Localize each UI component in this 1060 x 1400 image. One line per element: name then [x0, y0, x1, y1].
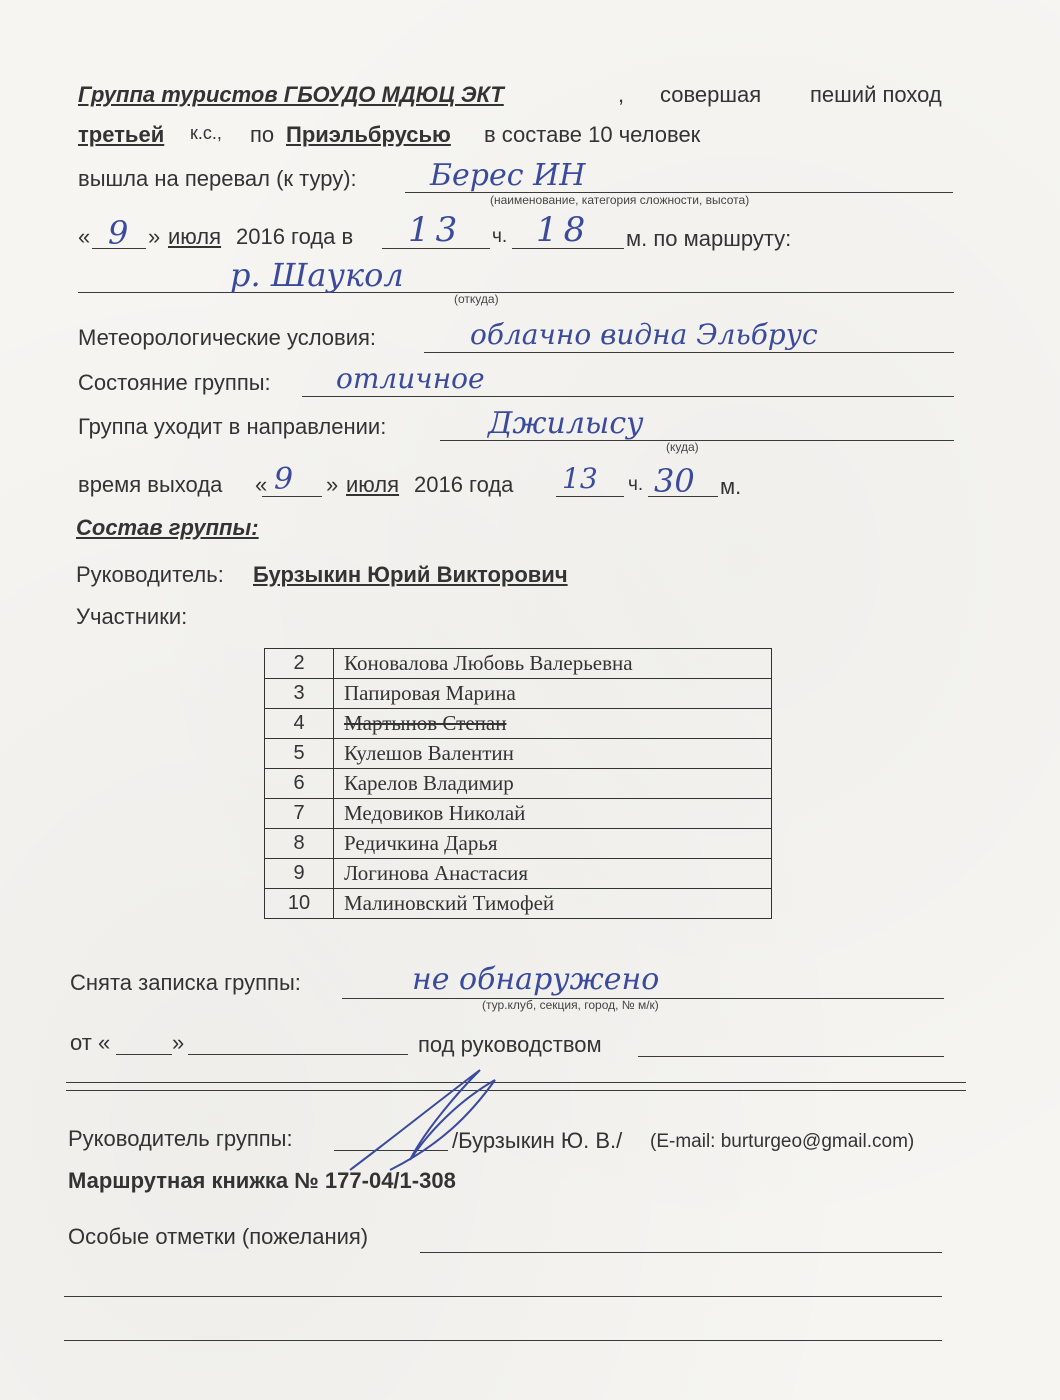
footer-leader-name: /Бурзыкин Ю. В./: [452, 1128, 623, 1153]
note-from-date-line: [188, 1054, 408, 1055]
member-name: Коновалова Любовь Валерьевна: [334, 649, 772, 679]
direction-label: Группа уходит в направлении:: [78, 414, 387, 439]
special-notes-label: Особые отметки (пожелания): [68, 1224, 369, 1249]
leader-name: Бурзыкин Юрий Викторович: [253, 562, 568, 587]
route-book-number: Маршрутная книжка № 177-04/1-308: [68, 1168, 456, 1193]
ks-text: к.с.,: [190, 123, 222, 143]
table-row: [265, 889, 772, 919]
special-notes-line-2: [64, 1296, 942, 1297]
weather-label: Метеорологические условия:: [78, 325, 377, 350]
composition-count: в составе 10 человек: [484, 122, 701, 147]
members-table: [264, 648, 772, 919]
note-from-close: »: [172, 1030, 185, 1055]
note-hint: (тур.клуб, секция, город, № м/к): [482, 998, 659, 1012]
guidance-line: [638, 1056, 944, 1057]
table-row: [265, 859, 772, 889]
hike-type: пеший поход: [810, 82, 942, 107]
member-name: Кулешов Валентин: [334, 739, 772, 769]
pass-label: вышла на перевал (к туру):: [78, 166, 357, 191]
note-label: Снята записка группы:: [70, 970, 301, 995]
pass-hint: (наименование, категория сложности, высота): [490, 193, 750, 207]
special-notes-line-1: [420, 1252, 942, 1253]
composition-title: Состав группы:: [76, 515, 259, 540]
region-name: Приэльбрусью: [286, 122, 451, 147]
member-number: 10: [265, 889, 334, 919]
table-row: [265, 649, 772, 679]
from-value: р. Шаукол: [230, 256, 404, 294]
departure-m: м.: [720, 474, 742, 499]
departure-h: ч.: [628, 474, 644, 495]
member-number: 8: [265, 829, 334, 859]
member-number: 5: [265, 739, 334, 769]
table-row: [265, 739, 772, 769]
group-comma: ,: [618, 82, 625, 107]
departure-hour-line: [556, 496, 624, 497]
member-name: Медовиков Николай: [334, 799, 772, 829]
direction-value: Джилысу: [488, 406, 644, 441]
arrival-month: июля: [168, 224, 222, 249]
arrival-h: ч.: [492, 226, 508, 247]
difficulty-category: третьей: [78, 122, 165, 147]
arrival-hour: 13: [408, 210, 464, 250]
arrival-minute: 18: [536, 210, 592, 250]
member-name: Логинова Анастасия: [334, 859, 772, 889]
table-row: [265, 799, 772, 829]
weather-value: облачно видна Эльбрус: [470, 318, 818, 351]
leader-label: Руководитель:: [76, 562, 224, 587]
table-row: [265, 769, 772, 799]
from-line: [78, 292, 954, 293]
state-value: отличное: [336, 362, 485, 395]
guidance-label: под руководством: [418, 1032, 602, 1057]
weather-line: [424, 352, 954, 353]
state-line: [302, 396, 954, 397]
arrival-open-quote: «: [78, 224, 91, 249]
member-number: 7: [265, 799, 334, 829]
po-text: по: [250, 122, 275, 147]
member-number: 2: [265, 649, 334, 679]
member-number: 3: [265, 679, 334, 709]
state-label: Состояние группы:: [78, 370, 271, 395]
member-name: Малиновский Тимофей: [334, 889, 772, 919]
doing-text: совершая: [660, 82, 762, 107]
member-name: Папировая Марина: [334, 679, 772, 709]
table-row: [265, 679, 772, 709]
departure-label: время выхода: [78, 472, 223, 497]
arrival-year: 2016 года в: [236, 224, 354, 249]
arrival-route-label: м. по маршруту:: [626, 226, 792, 251]
direction-hint: (куда): [666, 440, 699, 454]
signature-scribble: [330, 1060, 520, 1180]
table-row: [265, 829, 772, 859]
special-notes-line-3: [64, 1340, 942, 1341]
member-number: 9: [265, 859, 334, 889]
from-hint: (откуда): [454, 292, 499, 306]
footer-leader-label: Руководитель группы:: [68, 1126, 293, 1151]
departure-day: 9: [274, 462, 294, 497]
departure-open-quote: «: [255, 472, 268, 497]
footer-email: (E-mail: burturgeo@gmail.com): [650, 1131, 915, 1152]
member-name: Карелов Владимир: [334, 769, 772, 799]
table-row: [265, 709, 772, 739]
note-value: не обнаружено: [412, 962, 660, 997]
note-from-label: от «: [70, 1030, 111, 1055]
member-name: Мартынов Степан: [334, 709, 772, 739]
member-name: Редичкина Дарья: [334, 829, 772, 859]
arrival-day: 9: [108, 214, 129, 252]
departure-minute: 30: [654, 462, 695, 500]
arrival-close-quote: »: [148, 224, 161, 249]
departure-month: июля: [346, 472, 400, 497]
departure-hour: 13: [562, 462, 598, 495]
departure-year: 2016 года: [414, 472, 514, 497]
group-name: Группа туристов ГБОУДО МДЮЦ ЭКТ: [78, 82, 504, 107]
member-number: 6: [265, 769, 334, 799]
note-from-day-line: [116, 1054, 172, 1055]
members-label: Участники:: [76, 604, 188, 629]
pass-value: Берес ИН: [430, 158, 586, 193]
member-number: 4: [265, 709, 334, 739]
departure-close-quote: »: [326, 472, 339, 497]
